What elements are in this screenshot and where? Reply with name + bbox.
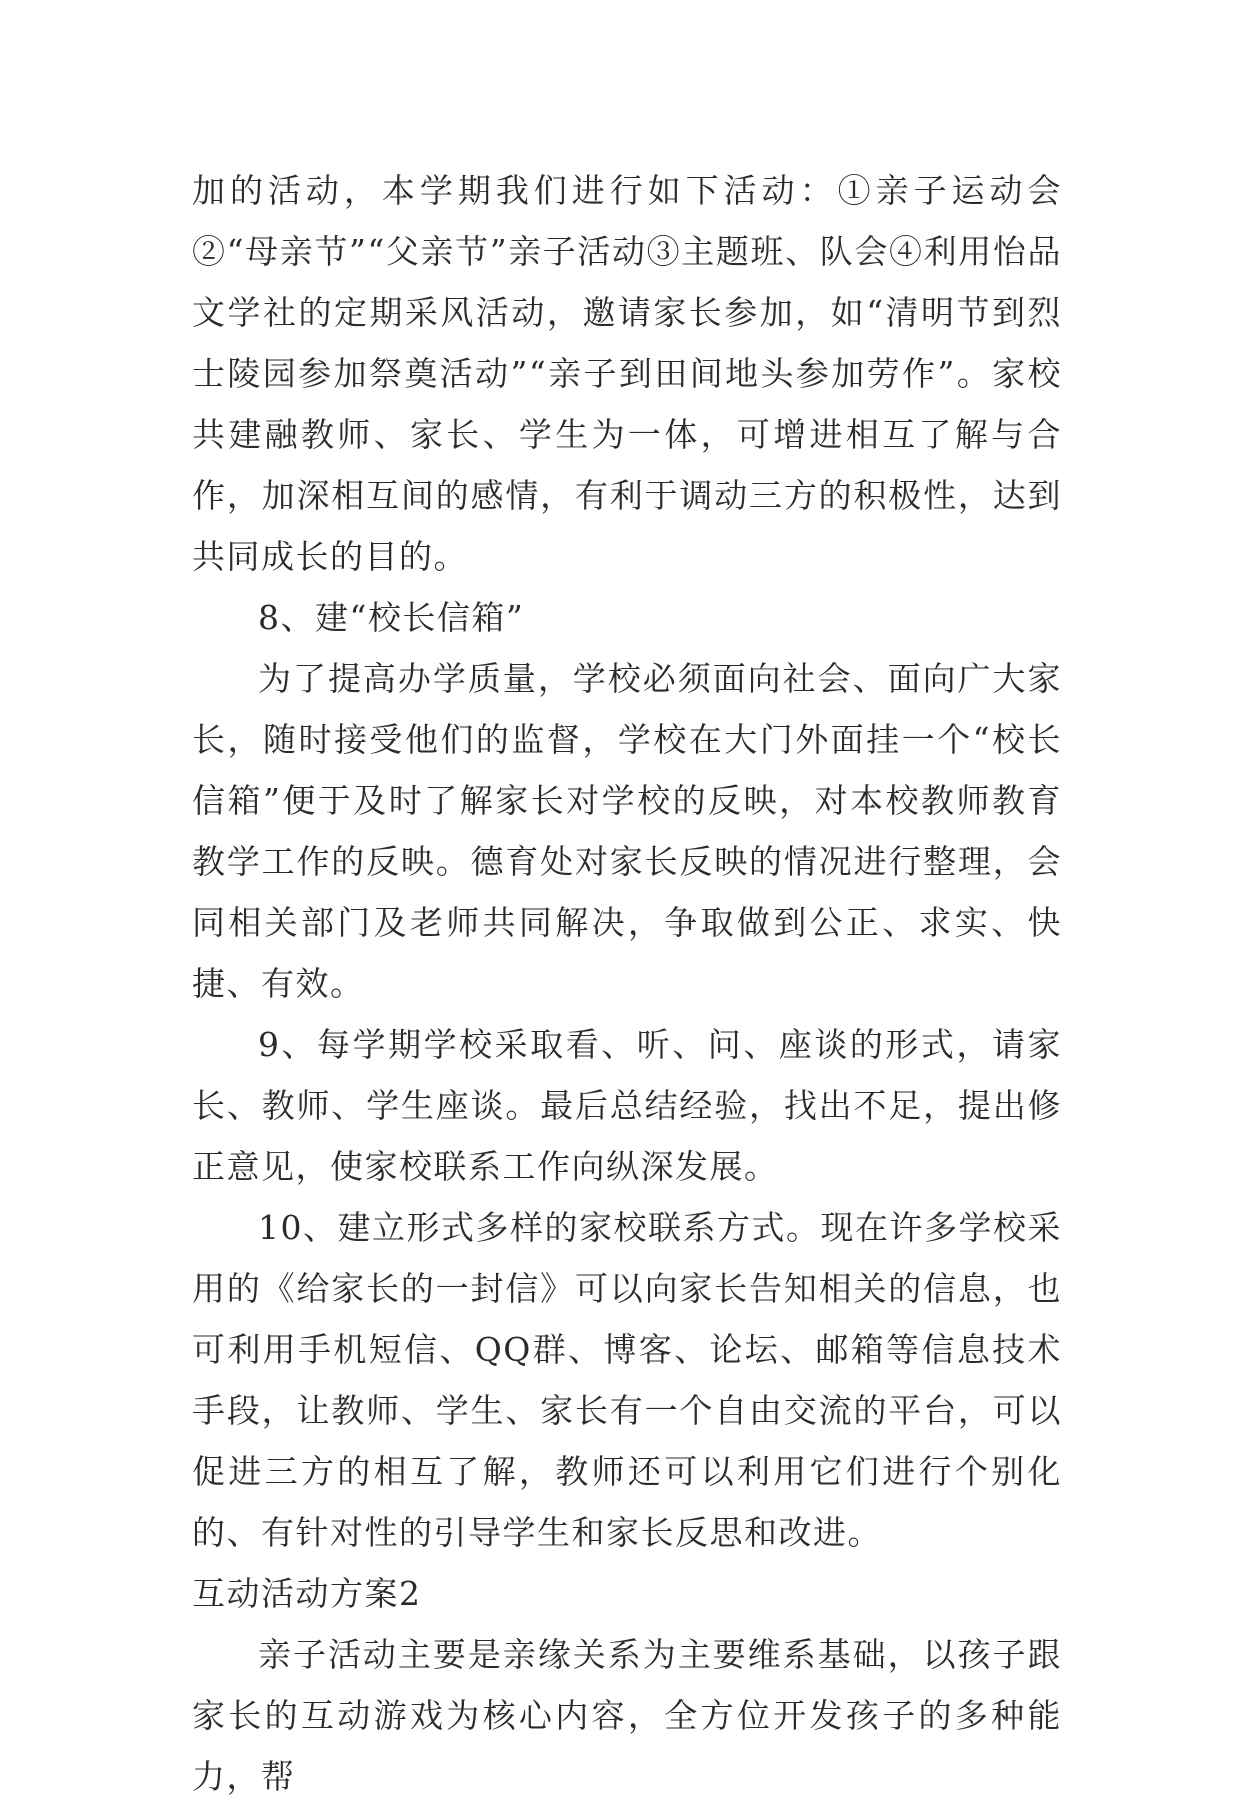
item-8-title: 8、建“校长信箱” — [258, 598, 525, 637]
item-9-paragraph: 9、每学期学校采取看、听、问、座谈的形式，请家长、教师、学生座谈。最后总结经验，找出不足，提出修正意见，使家校联系工作向纵深发展。 — [192, 1025, 1062, 1186]
document-body — [192, 160, 1062, 1807]
item-10-paragraph: 10、建立形式多样的家校联系方式。现在许多学校采用的《给家长的一封信》可以向家长告知相关的信息，也可利用手机短信、QQ群、博客、论坛、邮箱等信息技术手段，让教师、学生、家长有一个自由交流的平台，可以促进三方的相互了解，教师还可以利用它们进行个别化的、有针对性的引导学生和家长反思和改进。 — [192, 1208, 1062, 1552]
item-8-body: 为了提高办学质量，学校必须面向社会、面向广大家长，随时接受他们的监督，学校在大门外面挂一个“校长信箱”便于及时了解家长对学校的反映，对本校教师教育教学工作的反映。德育处对家长反映的情况进行整理，会同相关部门及老师共同解决，争取做到公正、求实、快捷、有效。 — [192, 659, 1062, 1003]
section-intro-paragraph: 亲子活动主要是亲缘关系为主要维系基础，以孩子跟家长的互动游戏为核心内容，全方位开发孩子的多种能力，帮 — [192, 1635, 1062, 1796]
paragraph-continuation: 加的活动，本学期我们进行如下活动：①亲子运动会②“母亲节”“父亲节”亲子活动③主题班、队会④利用怡品文学社的定期采风活动，邀请家长参加，如“清明节到烈士陵园参加祭奠活动”“亲子到田间地头参加劳作”。家校共建融教师、家长、学生为一体，可增进相互了解与合作，加深相互间的感情，有利于调动三方的积极性，达到共同成长的目的。 — [192, 171, 1062, 576]
section-heading: 互动活动方案2 — [192, 1574, 422, 1613]
